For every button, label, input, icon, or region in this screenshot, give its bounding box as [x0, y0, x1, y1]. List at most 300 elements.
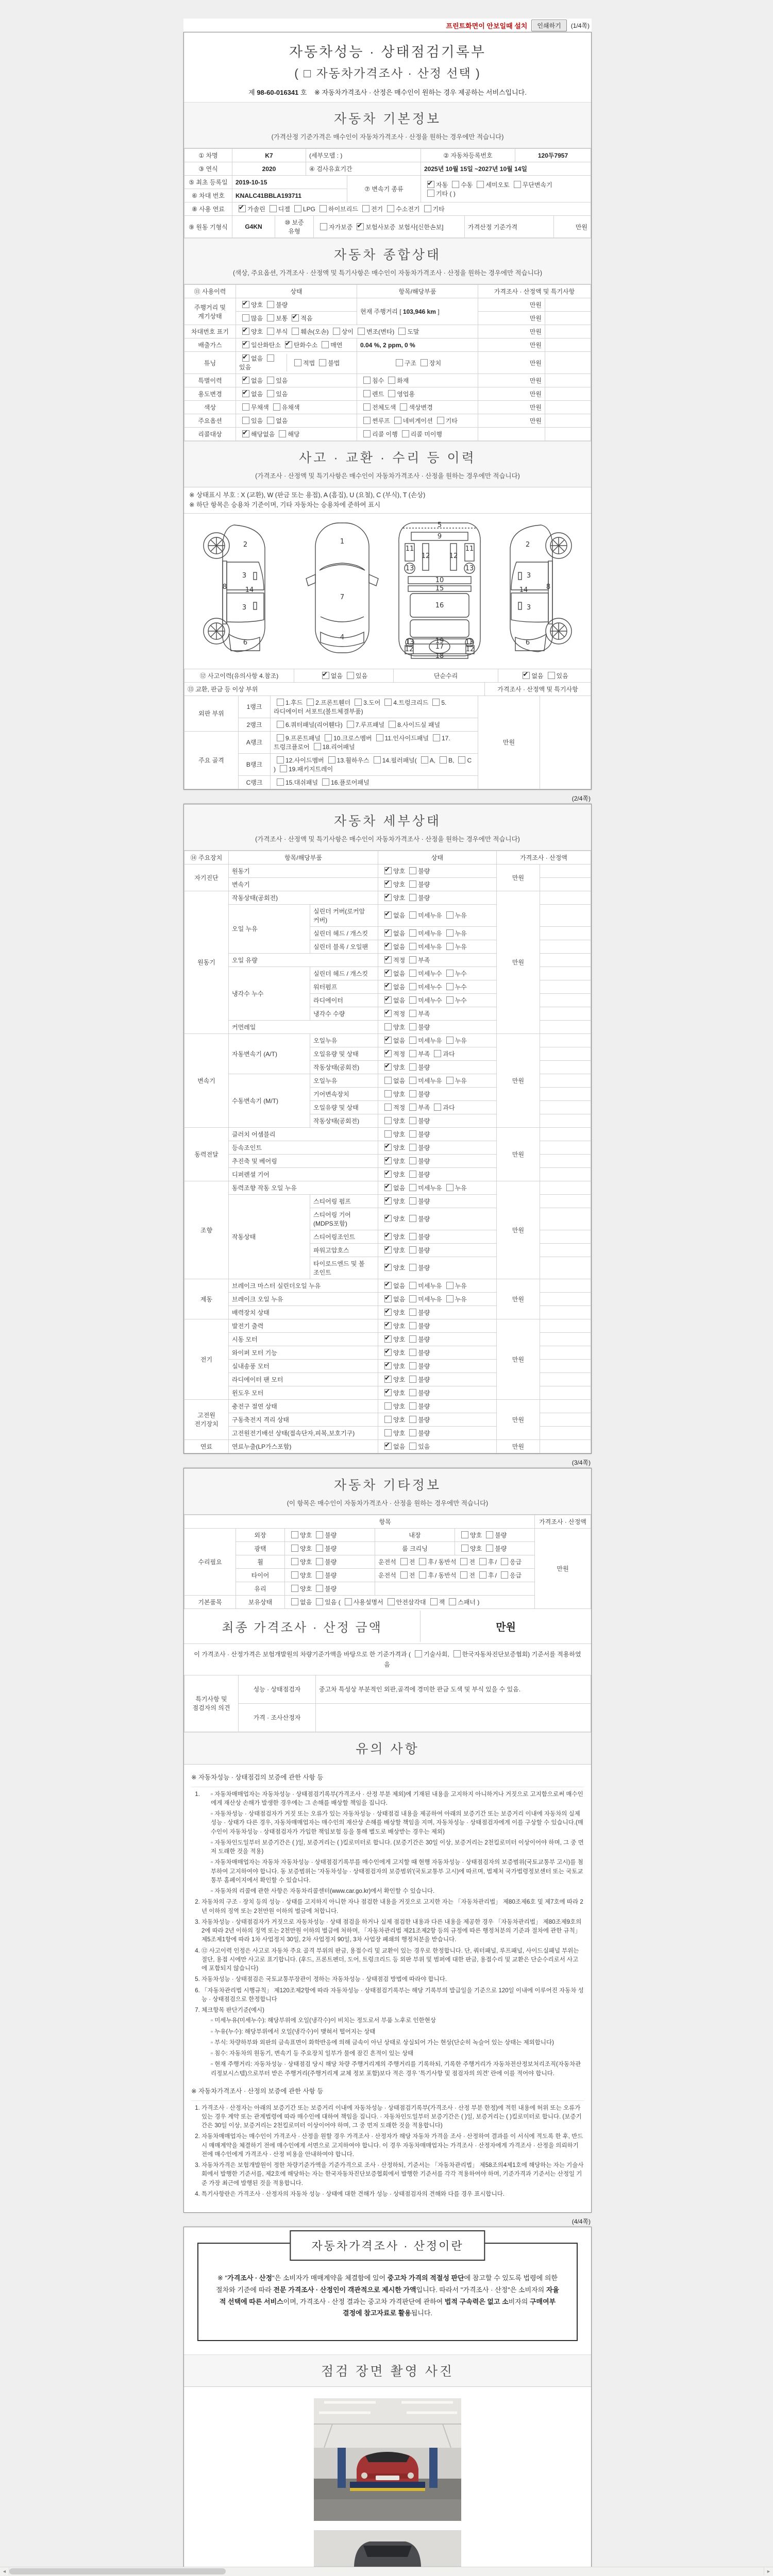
checkbox-unchecked[interactable] — [409, 1171, 416, 1178]
wheel-position-options — [375, 1555, 535, 1568]
price-note-cell — [540, 1127, 591, 1141]
option-label: 운전석 — [378, 1571, 396, 1579]
checkbox-unchecked[interactable] — [479, 1571, 486, 1579]
checkbox-unchecked[interactable] — [316, 1558, 323, 1565]
checkbox-checked[interactable] — [384, 1010, 392, 1017]
checkbox-checked[interactable] — [285, 341, 292, 348]
checkbox-unchecked[interactable] — [409, 1416, 416, 1423]
checkbox-unchecked[interactable] — [446, 911, 453, 919]
checkbox-unchecked[interactable] — [486, 1545, 493, 1552]
checkbox-unchecked[interactable] — [453, 1650, 461, 1657]
item-state-options — [378, 1127, 497, 1141]
option-label: 불량 — [418, 1309, 430, 1316]
price-note-cell — [540, 1386, 591, 1399]
checkbox-unchecked[interactable] — [415, 1650, 422, 1657]
price-note-cell — [540, 953, 591, 967]
option-label: 양호 — [393, 880, 406, 888]
option-label: 스패너 ) — [458, 1598, 480, 1606]
checkbox-unchecked[interactable] — [409, 1233, 416, 1240]
checkbox-unchecked[interactable] — [280, 765, 287, 772]
checkbox-unchecked[interactable] — [409, 1197, 416, 1205]
item-state-options — [378, 904, 497, 926]
checkbox-checked[interactable] — [384, 1157, 392, 1164]
checkbox-unchecked[interactable] — [291, 1571, 298, 1579]
checkbox-unchecked[interactable] — [358, 328, 365, 335]
checkbox-unchecked[interactable] — [409, 1130, 416, 1138]
checkbox-checked[interactable] — [384, 911, 392, 919]
checkbox-unchecked[interactable] — [437, 417, 444, 424]
checkbox-unchecked[interactable] — [446, 996, 453, 1004]
checkbox-unchecked[interactable] — [277, 721, 284, 728]
checkbox-unchecked[interactable] — [384, 1130, 392, 1138]
checkbox-unchecked[interactable] — [409, 1362, 416, 1369]
option-label: 양호 — [251, 301, 263, 309]
option-label: 매연 — [330, 342, 343, 349]
checkbox-unchecked[interactable] — [419, 1571, 426, 1579]
checkbox-unchecked[interactable] — [389, 721, 396, 728]
checkbox-unchecked[interactable] — [446, 983, 453, 990]
checkbox-unchecked[interactable] — [409, 929, 416, 937]
checkbox-unchecked[interactable] — [400, 1571, 408, 1579]
checkbox-unchecked[interactable] — [402, 430, 409, 437]
checkbox-unchecked[interactable] — [446, 1295, 453, 1302]
checkbox-unchecked[interactable] — [409, 1050, 416, 1057]
checkbox-unchecked[interactable] — [396, 359, 403, 366]
checkbox-unchecked[interactable] — [409, 1429, 416, 1436]
checkbox-unchecked[interactable] — [409, 1104, 416, 1111]
checkbox-unchecked[interactable] — [277, 699, 284, 706]
print-install-notice[interactable]: 프린트화면이 안보일때 설치 — [446, 22, 528, 30]
checkbox-checked[interactable] — [384, 929, 392, 937]
option-label: 3.도어 — [363, 699, 381, 706]
checkbox-unchecked[interactable] — [424, 205, 431, 212]
plate-number: 120두7957 — [537, 152, 568, 159]
checkbox-unchecked[interactable] — [449, 1598, 456, 1605]
base-price-unit: 만원 — [554, 216, 591, 238]
option-label: 없음 — [393, 1295, 406, 1303]
checkbox-unchecked[interactable] — [409, 1215, 416, 1222]
checkbox-unchecked[interactable] — [376, 734, 383, 741]
svg-text:16: 16 — [435, 601, 444, 609]
checkbox-checked[interactable] — [384, 970, 392, 977]
checkbox-unchecked[interactable] — [374, 756, 381, 764]
price-note-cell — [540, 993, 591, 1007]
option-label: 양호 — [393, 1389, 406, 1397]
option-label: 없음 — [251, 355, 263, 362]
print-button[interactable]: 인쇄하기 — [531, 20, 566, 31]
option-label: 디젤 — [278, 206, 290, 213]
checkbox-unchecked[interactable] — [409, 1349, 416, 1356]
checkbox-unchecked[interactable] — [548, 672, 555, 679]
checkbox-unchecked[interactable] — [409, 894, 416, 901]
option-label: 양호 — [300, 1585, 312, 1592]
checkbox-unchecked[interactable] — [242, 314, 249, 321]
option-label: 도말 — [407, 328, 419, 335]
checkbox-checked[interactable] — [384, 1184, 392, 1191]
checkbox-unchecked[interactable] — [384, 1090, 392, 1097]
checkbox-checked[interactable] — [384, 1335, 392, 1343]
item-state-options — [378, 1292, 497, 1306]
option-label: 없음 — [393, 943, 406, 951]
checkbox-unchecked[interactable] — [409, 996, 416, 1004]
option-label: 없음 — [393, 929, 406, 937]
option-label: 누유 — [455, 1295, 467, 1303]
checkbox-unchecked[interactable] — [273, 403, 280, 411]
checkbox-unchecked[interactable] — [291, 1545, 298, 1552]
checkbox-unchecked[interactable] — [291, 1585, 298, 1592]
checkbox-unchecked[interactable] — [446, 1184, 453, 1191]
checkbox-unchecked[interactable] — [363, 390, 371, 397]
checkbox-checked[interactable] — [384, 1309, 392, 1316]
checkbox-unchecked[interactable] — [409, 1077, 416, 1084]
checkbox-unchecked[interactable] — [267, 390, 274, 397]
checkbox-unchecked[interactable] — [409, 983, 416, 990]
checkbox-unchecked[interactable] — [477, 181, 484, 188]
checkbox-checked[interactable] — [384, 996, 392, 1004]
option-label: 불량 — [418, 1197, 430, 1205]
item-state-options — [378, 1208, 497, 1230]
checkbox-unchecked[interactable] — [363, 403, 371, 411]
checkbox-unchecked[interactable] — [398, 328, 406, 335]
checkbox-unchecked[interactable] — [409, 1282, 416, 1289]
group-price-cell: 만원 — [497, 891, 540, 1033]
option-label: 가솔린 — [247, 206, 265, 213]
checkbox-unchecked[interactable] — [325, 734, 332, 741]
checkbox-checked[interactable] — [384, 1246, 392, 1253]
checkbox-checked[interactable] — [384, 1171, 392, 1178]
item-state-options — [378, 1033, 497, 1047]
checkbox-unchecked[interactable] — [347, 721, 354, 728]
checkbox-unchecked[interactable] — [409, 1295, 416, 1302]
checkbox-unchecked[interactable] — [388, 390, 395, 397]
checkbox-unchecked[interactable] — [242, 403, 249, 411]
checkbox-unchecked[interactable] — [427, 190, 434, 197]
checkbox-checked[interactable] — [384, 1349, 392, 1356]
checkbox-unchecked[interactable] — [388, 1598, 395, 1605]
checkbox-unchecked[interactable] — [267, 354, 274, 362]
checkbox-checked[interactable] — [384, 1144, 392, 1151]
item-state-options — [378, 967, 497, 980]
checkbox-unchecked[interactable] — [446, 929, 453, 937]
checkbox-checked[interactable] — [384, 1233, 392, 1240]
checkbox-checked[interactable] — [322, 672, 329, 679]
item-state-options — [378, 1439, 497, 1453]
caution-item: 5. 자동차성능 · 상태점검은 국토교통부장관이 정하는 자동차성능 · 상태점검 방법에 따라야 합니다. — [201, 1975, 584, 1984]
checkbox-checked[interactable] — [239, 205, 246, 212]
pricing-info-title: 자동차가격조사 · 산정이란 — [290, 2230, 485, 2261]
checkbox-unchecked[interactable] — [452, 181, 459, 188]
checkbox-unchecked[interactable] — [294, 359, 301, 366]
option-label: 탄화수소 — [293, 342, 318, 349]
rankA-parts — [271, 731, 478, 753]
checkbox-checked[interactable] — [384, 1197, 392, 1205]
checkbox-checked[interactable] — [384, 1282, 392, 1289]
checkbox-unchecked[interactable] — [460, 1571, 467, 1579]
item-state-options — [378, 1141, 497, 1154]
caution-section-title: ※ 자동차성능 · 상태점검의 보증에 관한 사항 등 — [191, 1770, 584, 1787]
checkbox-checked[interactable] — [242, 430, 249, 437]
checkbox-unchecked[interactable] — [440, 756, 447, 764]
checkbox-checked[interactable] — [384, 867, 392, 874]
checkbox-checked[interactable] — [427, 181, 434, 188]
checkbox-unchecked[interactable] — [277, 734, 284, 741]
checkbox-unchecked[interactable] — [267, 301, 274, 308]
checkbox-checked[interactable] — [384, 1376, 392, 1383]
checkbox-unchecked[interactable] — [446, 1077, 453, 1084]
checkbox-checked[interactable] — [384, 1063, 392, 1071]
checkbox-unchecked[interactable] — [345, 1598, 352, 1605]
checkbox-unchecked[interactable] — [316, 1598, 323, 1605]
device-group-label: 동력전달 — [184, 1127, 229, 1181]
checkbox-unchecked[interactable] — [446, 943, 453, 950]
checkbox-unchecked[interactable] — [419, 1558, 426, 1565]
checkbox-checked[interactable] — [292, 314, 299, 321]
option-label: 양호 — [393, 1349, 406, 1357]
checkbox-unchecked[interactable] — [409, 1090, 416, 1097]
checkbox-unchecked[interactable] — [384, 1416, 392, 1423]
checkbox-unchecked[interactable] — [430, 1598, 438, 1605]
checkbox-unchecked[interactable] — [355, 699, 362, 706]
price-note-cell — [540, 1426, 591, 1439]
checkbox-checked[interactable] — [384, 1050, 392, 1057]
checkbox-checked[interactable] — [242, 390, 249, 397]
checkbox-checked[interactable] — [242, 354, 249, 362]
checkbox-unchecked[interactable] — [333, 328, 340, 335]
checkbox-unchecked[interactable] — [328, 756, 335, 764]
item-label: 라디에이터 — [310, 993, 378, 1007]
checkbox-unchecked[interactable] — [277, 778, 284, 786]
checkbox-unchecked[interactable] — [501, 1558, 508, 1565]
checkbox-unchecked[interactable] — [362, 205, 369, 212]
checkbox-unchecked[interactable] — [458, 756, 465, 764]
checkbox-unchecked[interactable] — [409, 1010, 416, 1017]
checkbox-unchecked[interactable] — [409, 1309, 416, 1316]
checkbox-unchecked[interactable] — [400, 1558, 408, 1565]
checkbox-unchecked[interactable] — [320, 223, 327, 230]
checkbox-unchecked[interactable] — [409, 956, 416, 963]
checkbox-unchecked[interactable] — [409, 1246, 416, 1253]
scroll-left-arrow-icon[interactable]: ◄ — [0, 2567, 9, 2575]
checkbox-checked[interactable] — [384, 983, 392, 990]
checkbox-unchecked[interactable] — [292, 328, 299, 335]
checkbox-unchecked[interactable] — [291, 1558, 298, 1565]
option-label: 없음 — [393, 1077, 406, 1084]
svg-text:14: 14 — [519, 586, 528, 594]
checkbox-unchecked[interactable] — [384, 1402, 392, 1410]
price-note-cell — [540, 1279, 591, 1292]
option-label: 기타 ( ) — [436, 190, 456, 197]
option-label: 불량 — [418, 1090, 430, 1098]
checkbox-unchecked[interactable] — [363, 417, 371, 424]
option-label: 세미오토 — [485, 181, 510, 189]
checkbox-unchecked[interactable] — [267, 328, 274, 335]
checkbox-unchecked[interactable] — [387, 205, 394, 212]
checkbox-unchecked[interactable] — [270, 205, 277, 212]
checkbox-unchecked[interactable] — [384, 1429, 392, 1436]
option-label: 8.사이드실 패널 — [397, 721, 441, 728]
checkbox-unchecked[interactable] — [461, 1531, 468, 1538]
checkbox-unchecked[interactable] — [294, 205, 301, 212]
checkbox-unchecked[interactable] — [461, 1545, 468, 1552]
checkbox-unchecked[interactable] — [479, 1558, 486, 1565]
checkbox-unchecked[interactable] — [421, 756, 428, 764]
option-label: 양호 — [300, 1531, 312, 1539]
checkbox-unchecked[interactable] — [432, 699, 440, 706]
checkbox-unchecked[interactable] — [409, 1322, 416, 1329]
checkbox-unchecked[interactable] — [409, 1335, 416, 1343]
svg-text:7: 7 — [340, 593, 345, 601]
checkbox-checked[interactable] — [384, 956, 392, 963]
checkbox-unchecked[interactable] — [279, 430, 286, 437]
checkbox-unchecked[interactable] — [409, 867, 416, 874]
svg-text:12: 12 — [405, 645, 414, 653]
option-label: 불량 — [418, 1416, 430, 1423]
checkbox-unchecked[interactable] — [409, 1264, 416, 1271]
checkbox-checked[interactable] — [384, 880, 392, 888]
price-note-cell — [540, 1181, 591, 1194]
checkbox-unchecked[interactable] — [434, 1104, 441, 1111]
checkbox-checked[interactable] — [384, 1037, 392, 1044]
color-options — [236, 401, 357, 414]
checkbox-unchecked[interactable] — [267, 417, 274, 424]
group-price-cell: 만원 — [497, 1127, 540, 1181]
checkbox-unchecked[interactable] — [460, 1558, 467, 1565]
caution-item — [201, 1790, 584, 1896]
checkbox-unchecked[interactable] — [409, 1376, 416, 1383]
checkbox-unchecked[interactable] — [316, 1531, 323, 1538]
checkbox-unchecked[interactable] — [316, 1585, 323, 1592]
option-label: 없음 — [300, 1598, 312, 1606]
price-note-cell — [540, 1346, 591, 1359]
checkbox-unchecked[interactable] — [347, 672, 354, 679]
checkbox-unchecked[interactable] — [514, 181, 521, 188]
checkbox-unchecked[interactable] — [446, 1037, 453, 1044]
checkbox-checked[interactable] — [384, 943, 392, 950]
price-note-cell — [540, 1257, 591, 1279]
checkbox-checked[interactable] — [523, 672, 530, 679]
checkbox-checked[interactable] — [242, 377, 249, 384]
checkbox-unchecked[interactable] — [409, 1063, 416, 1071]
option-label: 미세누유 — [418, 1295, 442, 1303]
checkbox-unchecked[interactable] — [316, 1545, 323, 1552]
item-state-options — [378, 1413, 497, 1426]
checkbox-unchecked[interactable] — [363, 377, 371, 384]
checkbox-unchecked[interactable] — [409, 1023, 416, 1030]
item-label: 오일유량 및 상태 — [310, 1100, 378, 1114]
option-label: 한국자동차진단보증협회) 기준서를 적용하였음 — [384, 1650, 581, 1668]
checkbox-unchecked[interactable] — [409, 970, 416, 977]
checkbox-unchecked[interactable] — [314, 743, 321, 750]
option-label: 유채색 — [281, 404, 300, 411]
checkbox-unchecked[interactable] — [384, 1023, 392, 1030]
checkbox-unchecked[interactable] — [446, 1282, 453, 1289]
checkbox-unchecked[interactable] — [316, 1571, 323, 1579]
item-state-options — [378, 940, 497, 953]
checkbox-unchecked[interactable] — [307, 699, 314, 706]
checkbox-unchecked[interactable] — [267, 314, 274, 321]
checkbox-unchecked[interactable] — [409, 880, 416, 888]
checkbox-unchecked[interactable] — [277, 756, 284, 764]
horizontal-scrollbar[interactable] — [0, 2567, 773, 2576]
checkbox-checked[interactable] — [384, 1295, 392, 1302]
scrollbar-thumb[interactable] — [9, 2568, 226, 2574]
svg-text:3: 3 — [242, 603, 247, 612]
checkbox-checked[interactable] — [384, 1264, 392, 1271]
checkbox-unchecked[interactable] — [409, 1117, 416, 1124]
checkbox-unchecked[interactable] — [322, 341, 329, 348]
checkbox-unchecked[interactable] — [409, 911, 416, 919]
item-state-options — [378, 1230, 497, 1243]
checkbox-checked[interactable] — [384, 1215, 392, 1222]
checkbox-unchecked[interactable] — [291, 1531, 298, 1538]
checkbox-checked[interactable] — [242, 328, 249, 335]
checkbox-unchecked[interactable] — [320, 205, 327, 212]
item-state-options — [378, 864, 497, 877]
option-label: 쎤루프 — [372, 417, 390, 425]
basic-info-table: ① 차명 K7 (세부모델 : ) ② 자동차등록번호 120두7957 — [184, 148, 591, 162]
checkbox-unchecked[interactable] — [319, 359, 326, 366]
item-label: 클러치 어셈블리 — [229, 1127, 378, 1141]
checkbox-unchecked[interactable] — [242, 417, 249, 424]
checkbox-unchecked[interactable] — [400, 403, 407, 411]
scroll-right-arrow-icon[interactable]: ► — [764, 2567, 773, 2575]
checkbox-checked[interactable] — [242, 341, 249, 348]
checkbox-unchecked[interactable] — [409, 1157, 416, 1164]
checkbox-unchecked[interactable] — [409, 1389, 416, 1396]
option-label: 누유 — [455, 1077, 467, 1084]
checkbox-checked[interactable] — [384, 1443, 392, 1450]
svg-text:11: 11 — [405, 545, 414, 553]
checkbox-checked[interactable] — [242, 301, 249, 308]
checkbox-unchecked[interactable] — [433, 734, 440, 741]
checkbox-unchecked[interactable] — [409, 1144, 416, 1151]
checkbox-checked[interactable] — [384, 1362, 392, 1369]
checkbox-unchecked[interactable] — [409, 943, 416, 950]
checkbox-checked[interactable] — [357, 223, 364, 230]
checkbox-unchecked[interactable] — [409, 1402, 416, 1410]
current-mileage: 현재 주행거리 [ 103,946 km ] — [357, 298, 478, 325]
checkbox-unchecked[interactable] — [409, 1443, 416, 1450]
checkbox-unchecked[interactable] — [384, 699, 392, 706]
checkbox-checked[interactable] — [384, 1322, 392, 1329]
option-label: 보험사보증 — [365, 223, 396, 231]
checkbox-unchecked[interactable] — [388, 377, 395, 384]
item-state-options — [378, 953, 497, 967]
checkbox-unchecked[interactable] — [446, 970, 453, 977]
checkbox-unchecked[interactable] — [384, 1077, 392, 1084]
checkbox-unchecked[interactable] — [291, 1598, 298, 1605]
item-state-options — [378, 1047, 497, 1060]
checkbox-unchecked[interactable] — [394, 417, 401, 424]
checkbox-unchecked[interactable] — [384, 1117, 392, 1124]
option-label: 운전석 — [378, 1558, 396, 1566]
checkbox-unchecked[interactable] — [434, 1050, 441, 1057]
checkbox-unchecked[interactable] — [409, 1184, 416, 1191]
checkbox-checked[interactable] — [384, 894, 392, 901]
checkbox-unchecked[interactable] — [421, 359, 428, 366]
checkbox-unchecked[interactable] — [409, 1037, 416, 1044]
checkbox-unchecked[interactable] — [363, 430, 371, 437]
checkbox-unchecked[interactable] — [501, 1571, 508, 1579]
checkbox-checked[interactable] — [384, 1389, 392, 1396]
svg-text:13: 13 — [405, 564, 414, 572]
item-label: 브레이크 오일 누유 — [229, 1292, 378, 1306]
checkbox-unchecked[interactable] — [322, 778, 329, 786]
checkbox-unchecked[interactable] — [384, 1104, 392, 1111]
checkbox-unchecked[interactable] — [486, 1531, 493, 1538]
option-label: 양호 — [300, 1558, 312, 1566]
checkbox-unchecked[interactable] — [267, 377, 274, 384]
